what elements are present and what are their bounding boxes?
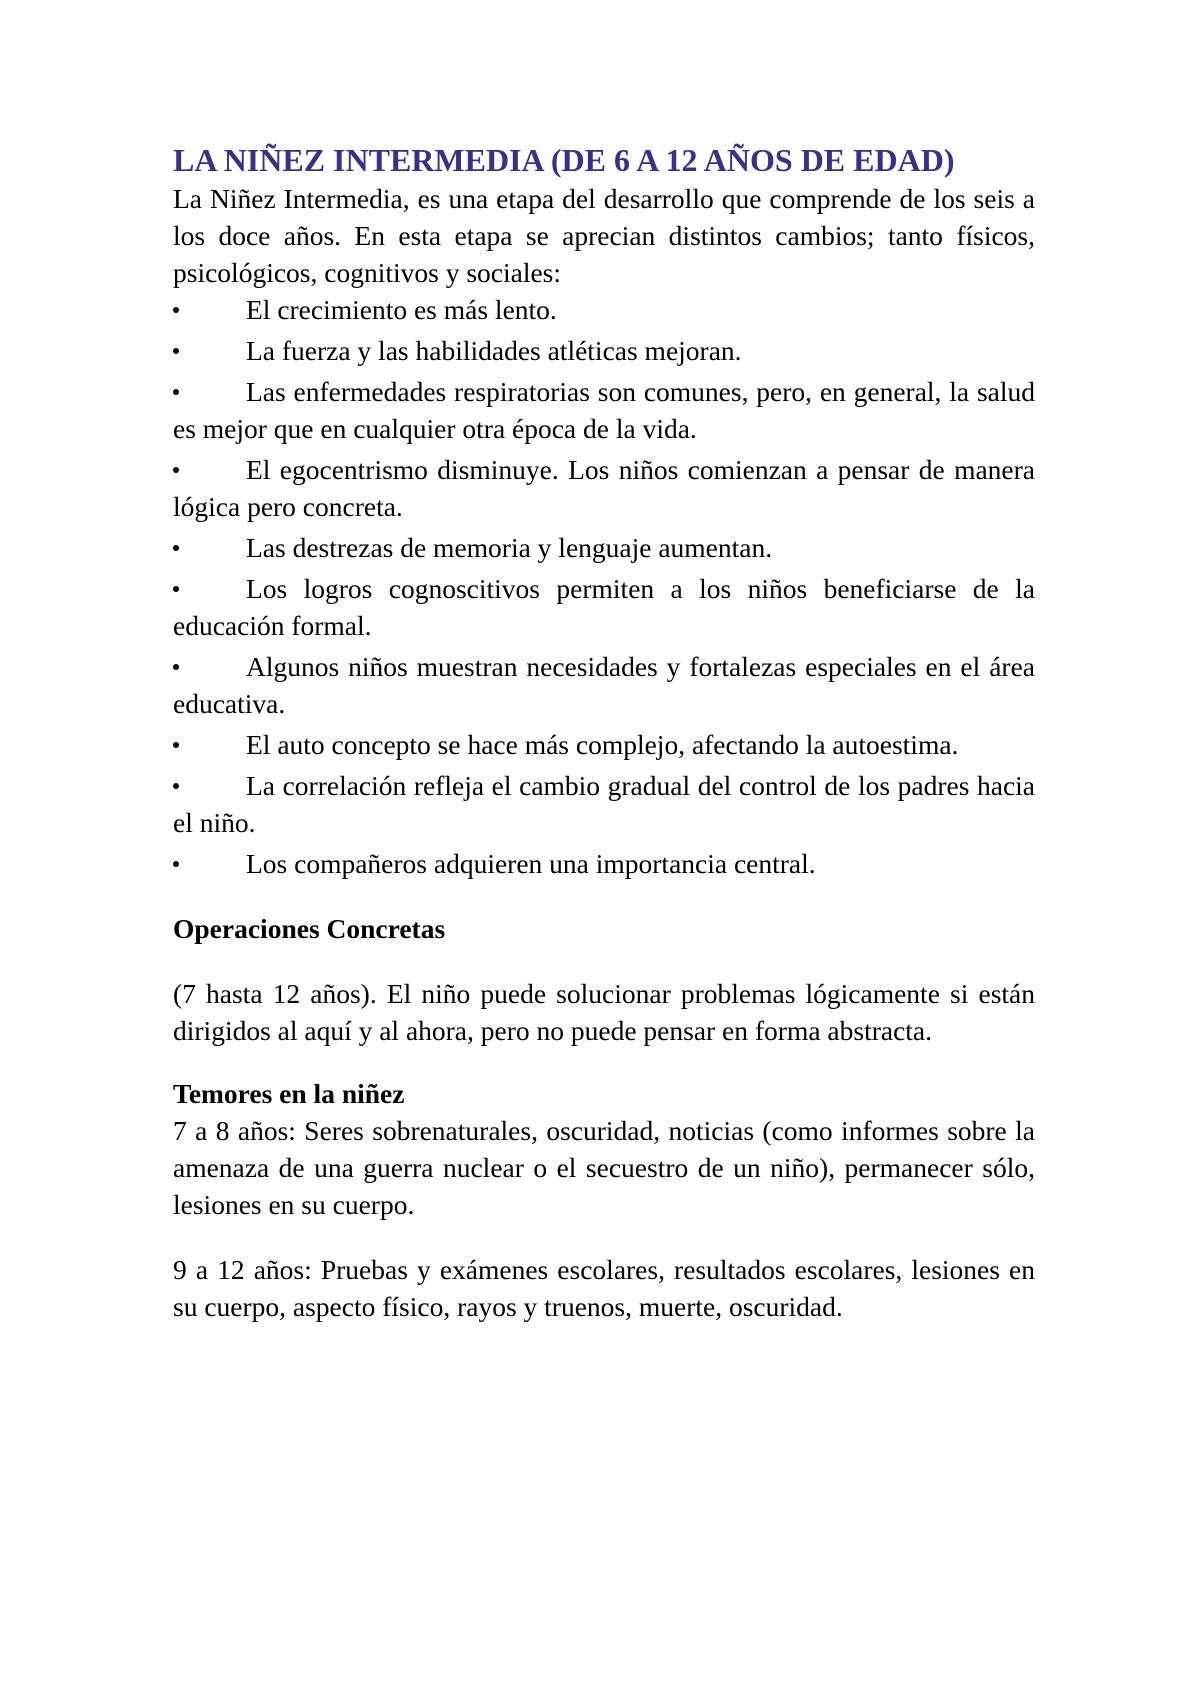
bullet-icon xyxy=(173,783,179,789)
list-item-text: La correlación refleja el cambio gradual del control de los padres hacia el niño. xyxy=(173,770,1035,838)
list-item-text: El crecimiento es más lento. xyxy=(246,294,557,325)
list-item xyxy=(173,726,1035,763)
list-item xyxy=(173,529,1035,566)
bullet-icon xyxy=(173,586,179,592)
list-item xyxy=(173,332,1035,369)
list-item xyxy=(173,451,1035,525)
list-item-text: El auto concepto se hace más complejo, afectando la autoestima. xyxy=(246,729,959,760)
bullet-icon xyxy=(173,861,179,867)
list-item xyxy=(173,291,1035,328)
list-item xyxy=(173,570,1035,644)
bullet-icon xyxy=(173,742,179,748)
list-item xyxy=(173,373,1035,447)
list-item-text: Las destrezas de memoria y lenguaje aumentan. xyxy=(246,532,773,563)
bullet-icon xyxy=(173,389,179,395)
document-title: LA NIÑEZ INTERMEDIA (DE 6 A 12 AÑOS DE EDAD) xyxy=(173,142,955,178)
list-item xyxy=(173,845,1035,882)
temores-paragraph-2: 9 a 12 años: Pruebas y exámenes escolares, resultados escolares, lesiones en su cuerpo, aspecto físico, rayos y truenos, muerte, oscuridad. xyxy=(173,1254,1035,1322)
temores-paragraph-1: 7 a 8 años: Seres sobrenaturales, oscuridad, noticias (como informes sobre la amenaza de una guerra nuclear o el secuestro de un niño), permanecer sólo, lesiones en su cuerpo. xyxy=(173,1115,1035,1220)
list-item-text: Los logros cognoscitivos permiten a los niños beneficiarse de la educación formal. xyxy=(173,573,1035,641)
list-item-text: El egocentrismo disminuye. Los niños comienzan a pensar de manera lógica pero concreta. xyxy=(173,454,1035,522)
bullet-icon xyxy=(173,348,179,354)
operaciones-paragraph: (7 hasta 12 años). El niño puede solucionar problemas lógicamente si están dirigidos al aquí y al ahora, pero no puede pensar en forma abstracta. xyxy=(173,978,1035,1046)
temores-heading: Temores en la niñez xyxy=(173,1078,405,1109)
bullet-icon xyxy=(173,664,179,670)
intro-paragraph: La Niñez Intermedia, es una etapa del desarrollo que comprende de los seis a los doce años. En esta etapa se aprecian distintos cambios; tanto físicos, psicológicos, cognitivos y sociales: xyxy=(173,183,1035,288)
bullet-icon xyxy=(173,467,179,473)
operaciones-heading: Operaciones Concretas xyxy=(173,913,446,944)
list-item xyxy=(173,767,1035,841)
characteristics-list xyxy=(173,291,1035,882)
bullet-icon xyxy=(173,307,179,313)
list-item xyxy=(173,648,1035,722)
list-item-text: Algunos niños muestran necesidades y fortalezas especiales en el área educativa. xyxy=(173,651,1035,719)
list-item-text: La fuerza y las habilidades atléticas mejoran. xyxy=(246,335,742,366)
list-item-text: Los compañeros adquieren una importancia central. xyxy=(246,848,816,879)
list-item-text: Las enfermedades respiratorias son comunes, pero, en general, la salud es mejor que en cualquier otra época de la vida. xyxy=(173,376,1035,444)
document-page xyxy=(173,140,1035,1325)
bullet-icon xyxy=(173,545,179,551)
